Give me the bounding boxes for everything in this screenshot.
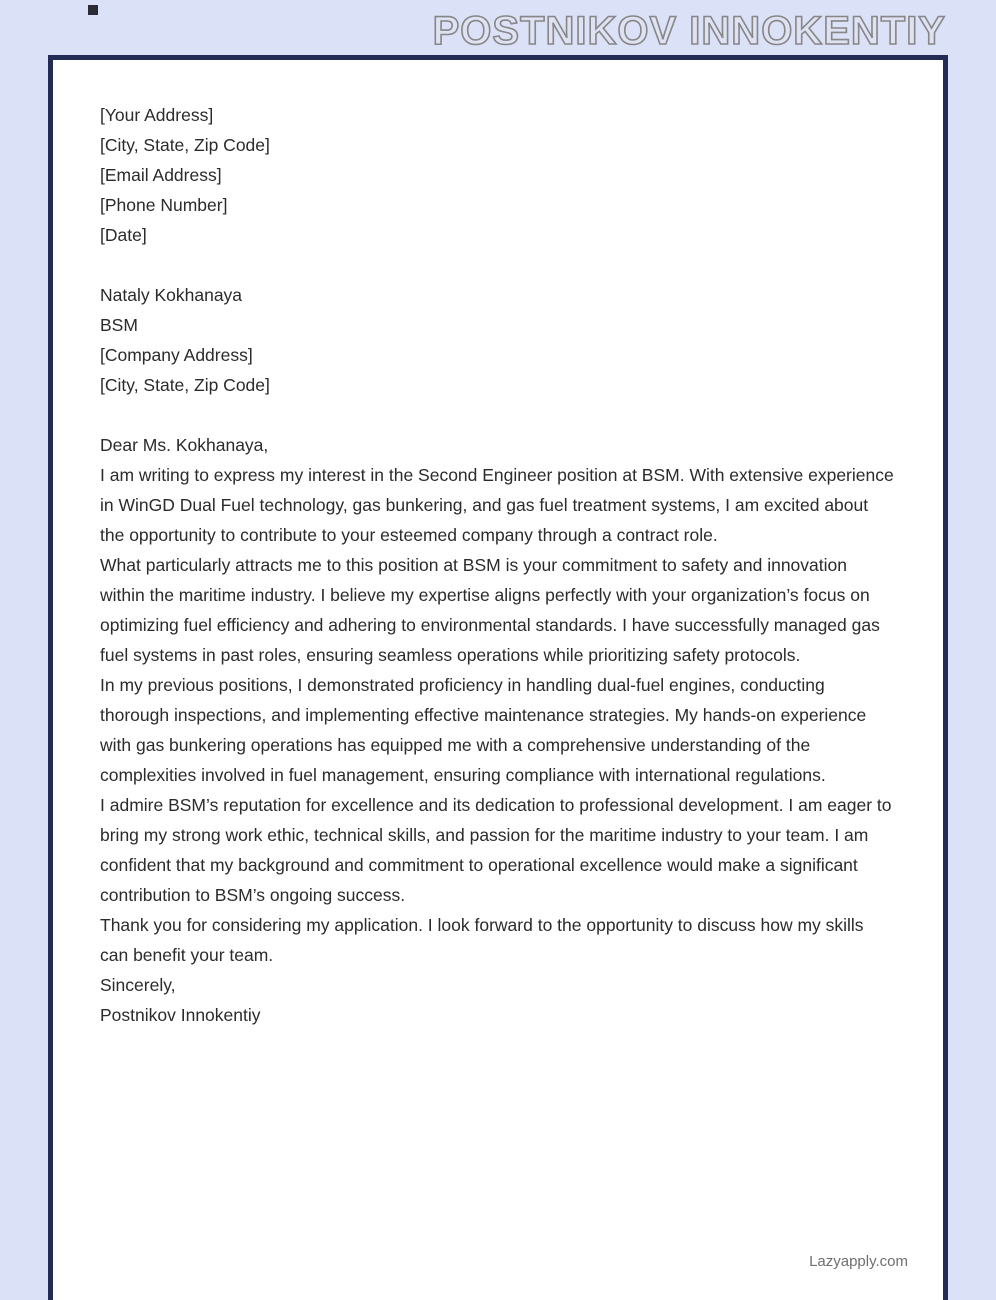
closing: Sincerely, bbox=[100, 975, 176, 995]
recipient-address-line: [City, State, Zip Code] bbox=[100, 375, 270, 395]
sender-address-line: [City, State, Zip Code] bbox=[100, 135, 270, 155]
page-header bbox=[433, 8, 946, 54]
watermark: Lazyapply.com bbox=[809, 1253, 908, 1270]
body-paragraph: Thank you for considering my application. I look forward to the opportunity to discuss how my skills can benefit your team. bbox=[100, 915, 864, 965]
recipient-address-line: Nataly Kokhanaya bbox=[100, 285, 243, 305]
sender-address-line: [Date] bbox=[100, 225, 147, 245]
author-name-title: POSTNIKOV INNOKENTIY bbox=[432, 8, 946, 53]
salutation: Dear Ms. Kokhanaya, bbox=[100, 435, 269, 455]
sender-address-line: [Your Address] bbox=[100, 105, 214, 125]
letter-content bbox=[53, 60, 943, 1030]
body-paragraph: What particularly attracts me to this position at BSM is your commitment to safety and innovation within the maritime industry. I believe my expertise aligns perfectly with your organization’s focus on optimizing fuel efficiency and adhering to environmental standards. I have successfully managed gas fuel systems in past roles, ensuring seamless operations while prioritizing safety protocols. bbox=[100, 555, 880, 665]
body-paragraph: I admire BSM’s reputation for excellence and its dedication to professional development. I am eager to bring my strong work ethic, technical skills, and passion for the maritime industry to your team. I am confident that my background and commitment to operational excellence would make a significant contribution to BSM’s ongoing success. bbox=[100, 795, 892, 905]
body-paragraph: In my previous positions, I demonstrated proficiency in handling dual-fuel engines, conducting thorough inspections, and implementing effective maintenance strategies. My hands-on experience with gas bunkering operations has equipped me with a comprehensive understanding of the complexities involved in fuel management, ensuring compliance with international regulations. bbox=[100, 675, 867, 785]
sender-address-line: [Email Address] bbox=[100, 165, 222, 185]
recipient-address-block bbox=[100, 280, 895, 400]
sender-address-line: [Phone Number] bbox=[100, 195, 228, 215]
body-paragraph: I am writing to express my interest in the Second Engineer position at BSM. With extensive experience in WinGD Dual Fuel technology, gas bunkering, and gas fuel treatment systems, I am excited about the opportunity to contribute to your esteemed company through a contract role. bbox=[100, 465, 894, 545]
sender-address-block bbox=[100, 100, 895, 250]
signature: Postnikov Innokentiy bbox=[100, 1005, 261, 1025]
document-page bbox=[48, 55, 948, 1300]
recipient-address-line: [Company Address] bbox=[100, 345, 253, 365]
recipient-address-line: BSM bbox=[100, 315, 138, 335]
corner-dot bbox=[88, 5, 98, 15]
